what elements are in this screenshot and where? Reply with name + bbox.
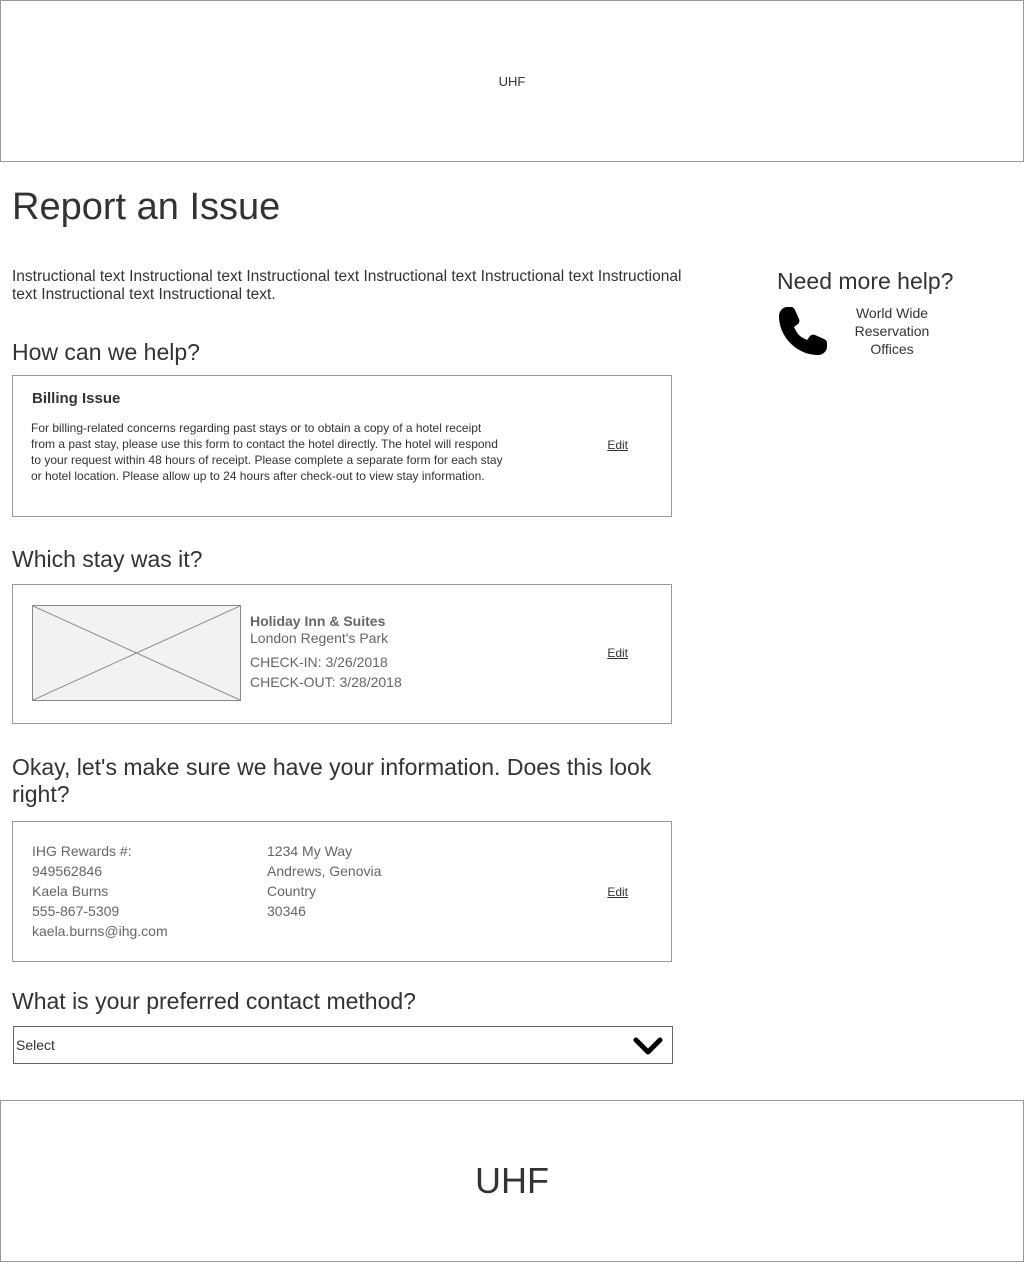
hotel-brand: Holiday Inn & Suites	[250, 613, 386, 629]
contact-method-heading: What is your preferred contact method?	[12, 988, 416, 1014]
address-line1: 1234 My Way	[267, 843, 353, 859]
check-in-date: CHECK-IN: 3/26/2018	[250, 654, 388, 670]
rewards-number: 949562846	[32, 863, 103, 879]
reservation-offices-link[interactable]	[842, 304, 942, 358]
issue-type-card	[12, 375, 672, 517]
personal-info-card	[12, 821, 672, 962]
reservation-offices-line2: Reservation	[854, 323, 930, 339]
rewards-label: IHG Rewards #:	[32, 843, 132, 859]
edit-info-link[interactable]: Edit	[607, 885, 628, 899]
issue-type-title: Billing Issue	[32, 390, 121, 407]
hotel-name: London Regent's Park	[250, 630, 389, 646]
how-can-we-help-heading: How can we help?	[12, 339, 200, 365]
guest-name: Kaela Burns	[32, 883, 109, 899]
select-value: Select	[16, 1037, 55, 1053]
instructional-text: Instructional text Instructional text Instructional text Instructional text Instructional text Instructional text Instructional text Instructional text.	[12, 268, 682, 303]
phone-icon	[777, 305, 829, 357]
header-label: UHF	[498, 73, 526, 89]
issue-type-description: For billing-related concerns regarding past stays or to obtain a copy of a hotel receipt from a past stay, please use this form to contact the hotel directly. The hotel will respond to your request within 48 hours of receipt. Please complete a separate form for each stay or hotel location. Please allow up to 24 hours after check-out to view stay information.	[31, 421, 503, 483]
footer-label: UHF	[475, 1160, 549, 1201]
universal-header	[0, 0, 1024, 162]
check-out-date: CHECK-OUT: 3/28/2018	[250, 674, 402, 690]
need-more-help-title: Need more help?	[777, 268, 954, 294]
universal-footer	[0, 1100, 1024, 1262]
address-city-state: Andrews, Genovia	[267, 863, 382, 879]
reservation-offices-line1: World Wide	[855, 305, 929, 321]
address-country: Country	[267, 883, 317, 899]
chevron-down-icon	[633, 1037, 663, 1055]
page-title: Report an Issue	[12, 186, 281, 228]
which-stay-heading: Which stay was it?	[12, 546, 203, 572]
guest-email: kaela.burns@ihg.com	[32, 923, 168, 939]
address-postal-code: 30346	[267, 903, 306, 919]
edit-issue-type-link[interactable]: Edit	[607, 438, 628, 452]
confirm-info-heading: Okay, let's make sure we have your information. Does this look right?	[12, 754, 652, 807]
edit-stay-link[interactable]: Edit	[607, 646, 628, 660]
contact-method-select[interactable]	[13, 1026, 673, 1064]
contact-info-column	[32, 841, 168, 941]
image-placeholder-icon	[32, 605, 241, 701]
reservation-offices-line3: Offices	[870, 341, 914, 357]
address-column	[267, 841, 381, 921]
guest-phone: 555-867-5309	[32, 903, 120, 919]
stay-card	[12, 584, 672, 724]
